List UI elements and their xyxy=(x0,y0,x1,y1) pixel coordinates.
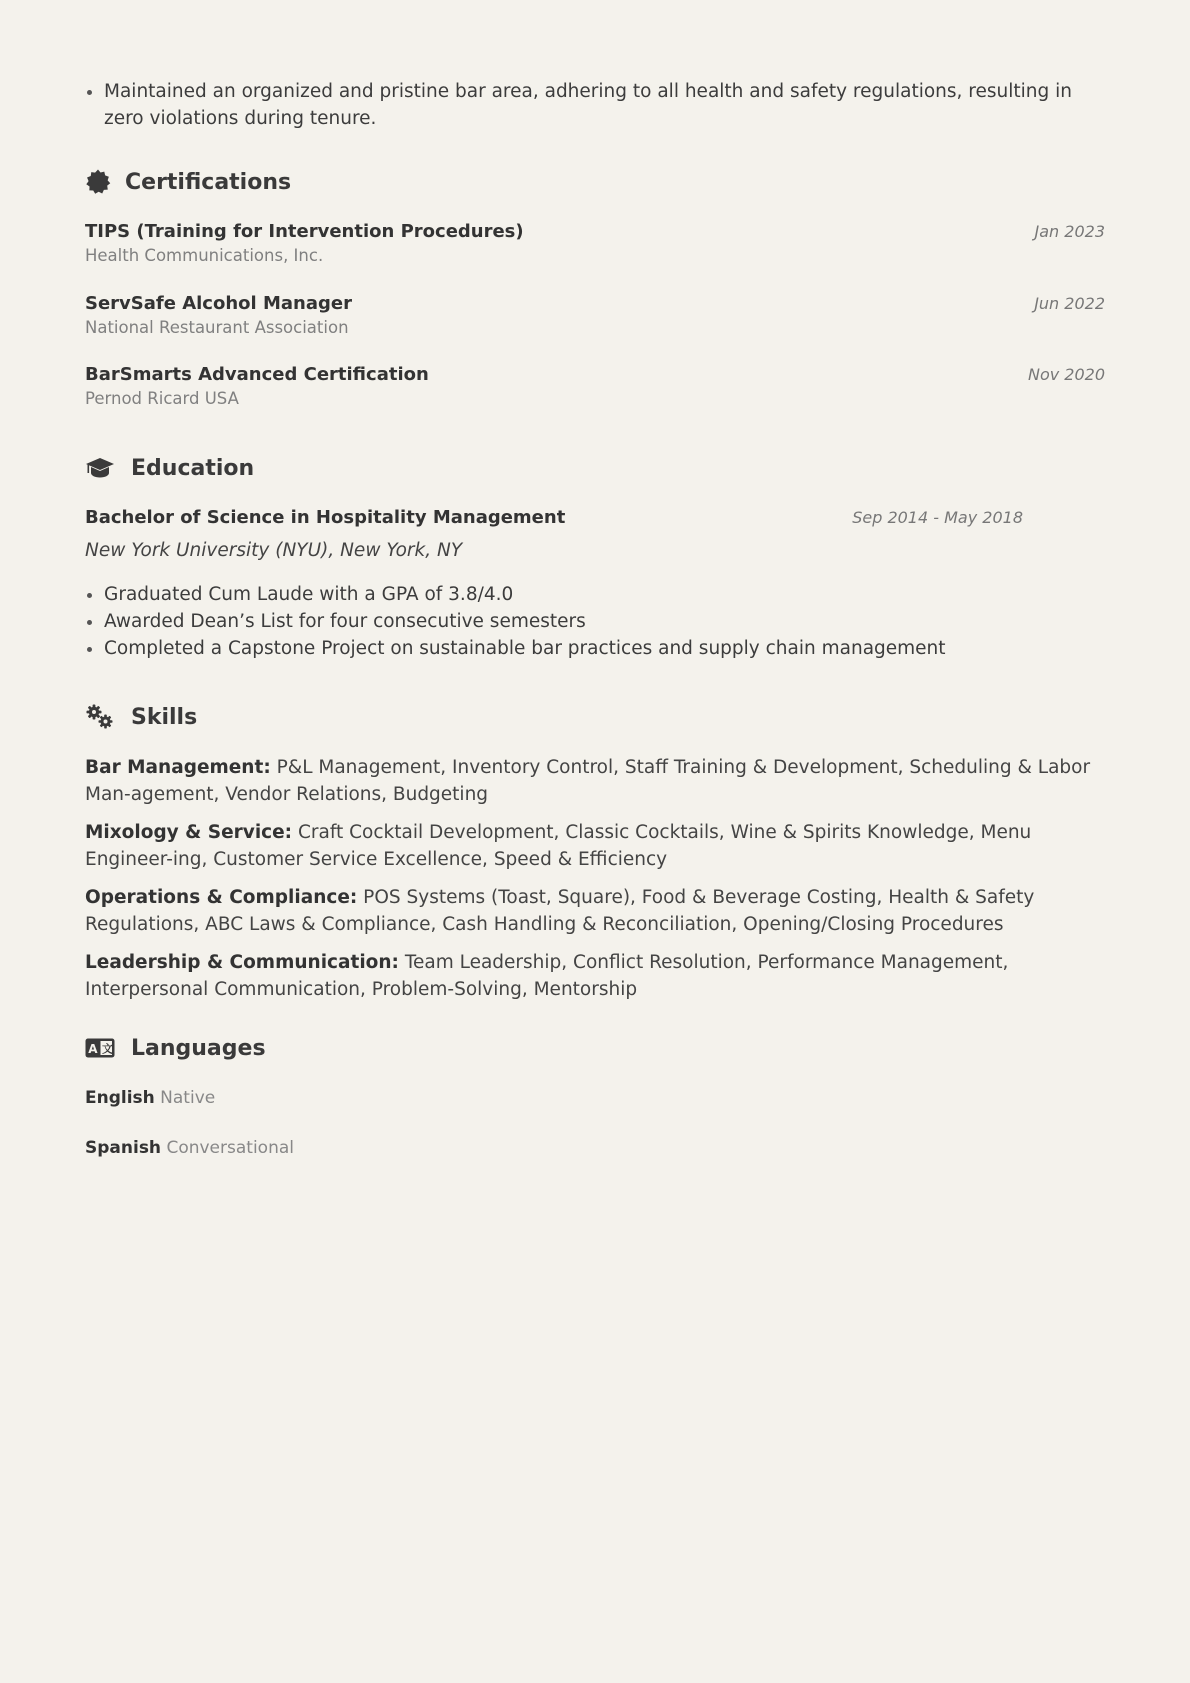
language-level: Native xyxy=(160,1088,216,1108)
skill-list: Team Leadership, Conflict Resolution, Performance Management, Interpersonal Communication, Problem-Solving, Mentorship xyxy=(85,952,1009,1000)
language-row xyxy=(85,1136,294,1160)
skill-list: P&L Management, Inventory Control, Staff Training & Development, Scheduling & Labor Man-agement, Vendor Relations, Budgeting xyxy=(85,757,1091,805)
skill-list: Craft Cocktail Development, Classic Cocktails, Wine & Spirits Knowledge, Menu Engineer-ing, Customer Service Excellence, Speed & Efficiency xyxy=(85,822,1032,870)
section-title: Certifications xyxy=(125,169,292,195)
skill-row xyxy=(85,949,1105,1003)
certification-entry xyxy=(85,363,1105,411)
education-heading xyxy=(85,453,254,483)
skill-list: POS Systems (Toast, Square), Food & Beverage Costing, Health & Safety Regulations, ABC Laws & Compliance, Cash Handling & Reconciliation, Opening/Closing Procedures xyxy=(85,887,1035,935)
language-name: English xyxy=(85,1088,155,1108)
skills-heading xyxy=(85,702,197,732)
certificate-icon xyxy=(85,167,115,197)
education-dates: Sep 2014 - May 2018 xyxy=(852,508,1023,527)
graduation-cap-icon xyxy=(85,453,115,483)
skill-category: Operations & Compliance: xyxy=(85,887,358,908)
certification-date: Jan 2023 xyxy=(1034,222,1105,241)
education-bullet: Completed a Capstone Project on sustainable bar practices and supply chain management xyxy=(85,635,1105,662)
skill-category: Leadership & Communication: xyxy=(85,952,399,973)
certification-issuer: Pernod Ricard USA xyxy=(85,389,239,408)
section-title: Skills xyxy=(131,704,198,730)
svg-text:文: 文 xyxy=(102,1042,113,1056)
language-level: Conversational xyxy=(166,1138,294,1158)
education-bullet: Awarded Dean’s List for four consecutive semesters xyxy=(85,608,1105,635)
svg-text:A: A xyxy=(88,1042,98,1056)
education-bullets xyxy=(85,581,1105,662)
certification-title: TIPS (Training for Intervention Procedures) xyxy=(85,221,524,242)
skill-category: Mixology & Service: xyxy=(85,822,293,843)
languages-heading xyxy=(85,1033,266,1063)
education-entry xyxy=(85,506,1105,662)
education-degree: Bachelor of Science in Hospitality Management xyxy=(85,507,566,528)
certification-title: ServSafe Alcohol Manager xyxy=(85,293,352,314)
certification-date: Nov 2020 xyxy=(1027,365,1105,384)
education-school: New York University (NYU), New York, NY xyxy=(85,540,463,561)
language-name: Spanish xyxy=(85,1138,162,1158)
experience-bullet: Maintained an organized and pristine bar area, adhering to all health and safety regulations, resulting in zero violations during tenure. xyxy=(85,78,1105,132)
section-title: Languages xyxy=(131,1035,266,1061)
skill-category: Bar Management: xyxy=(85,757,271,778)
skill-row xyxy=(85,819,1105,873)
certification-title: BarSmarts Advanced Certification xyxy=(85,364,429,385)
certifications-heading xyxy=(85,167,291,197)
skill-row xyxy=(85,884,1105,938)
certification-issuer: Health Communications, Inc. xyxy=(85,246,324,265)
certification-issuer: National Restaurant Association xyxy=(85,318,349,337)
skill-row xyxy=(85,754,1105,808)
language-row xyxy=(85,1086,215,1110)
certification-date: Jun 2022 xyxy=(1034,294,1105,313)
certification-entry xyxy=(85,220,1105,268)
language-icon xyxy=(85,1033,115,1063)
section-title: Education xyxy=(131,455,255,481)
cogs-icon xyxy=(85,702,115,732)
certification-entry xyxy=(85,292,1105,340)
experience-bullets xyxy=(85,78,1105,132)
education-bullet: Graduated Cum Laude with a GPA of 3.8/4.0 xyxy=(85,581,1105,608)
